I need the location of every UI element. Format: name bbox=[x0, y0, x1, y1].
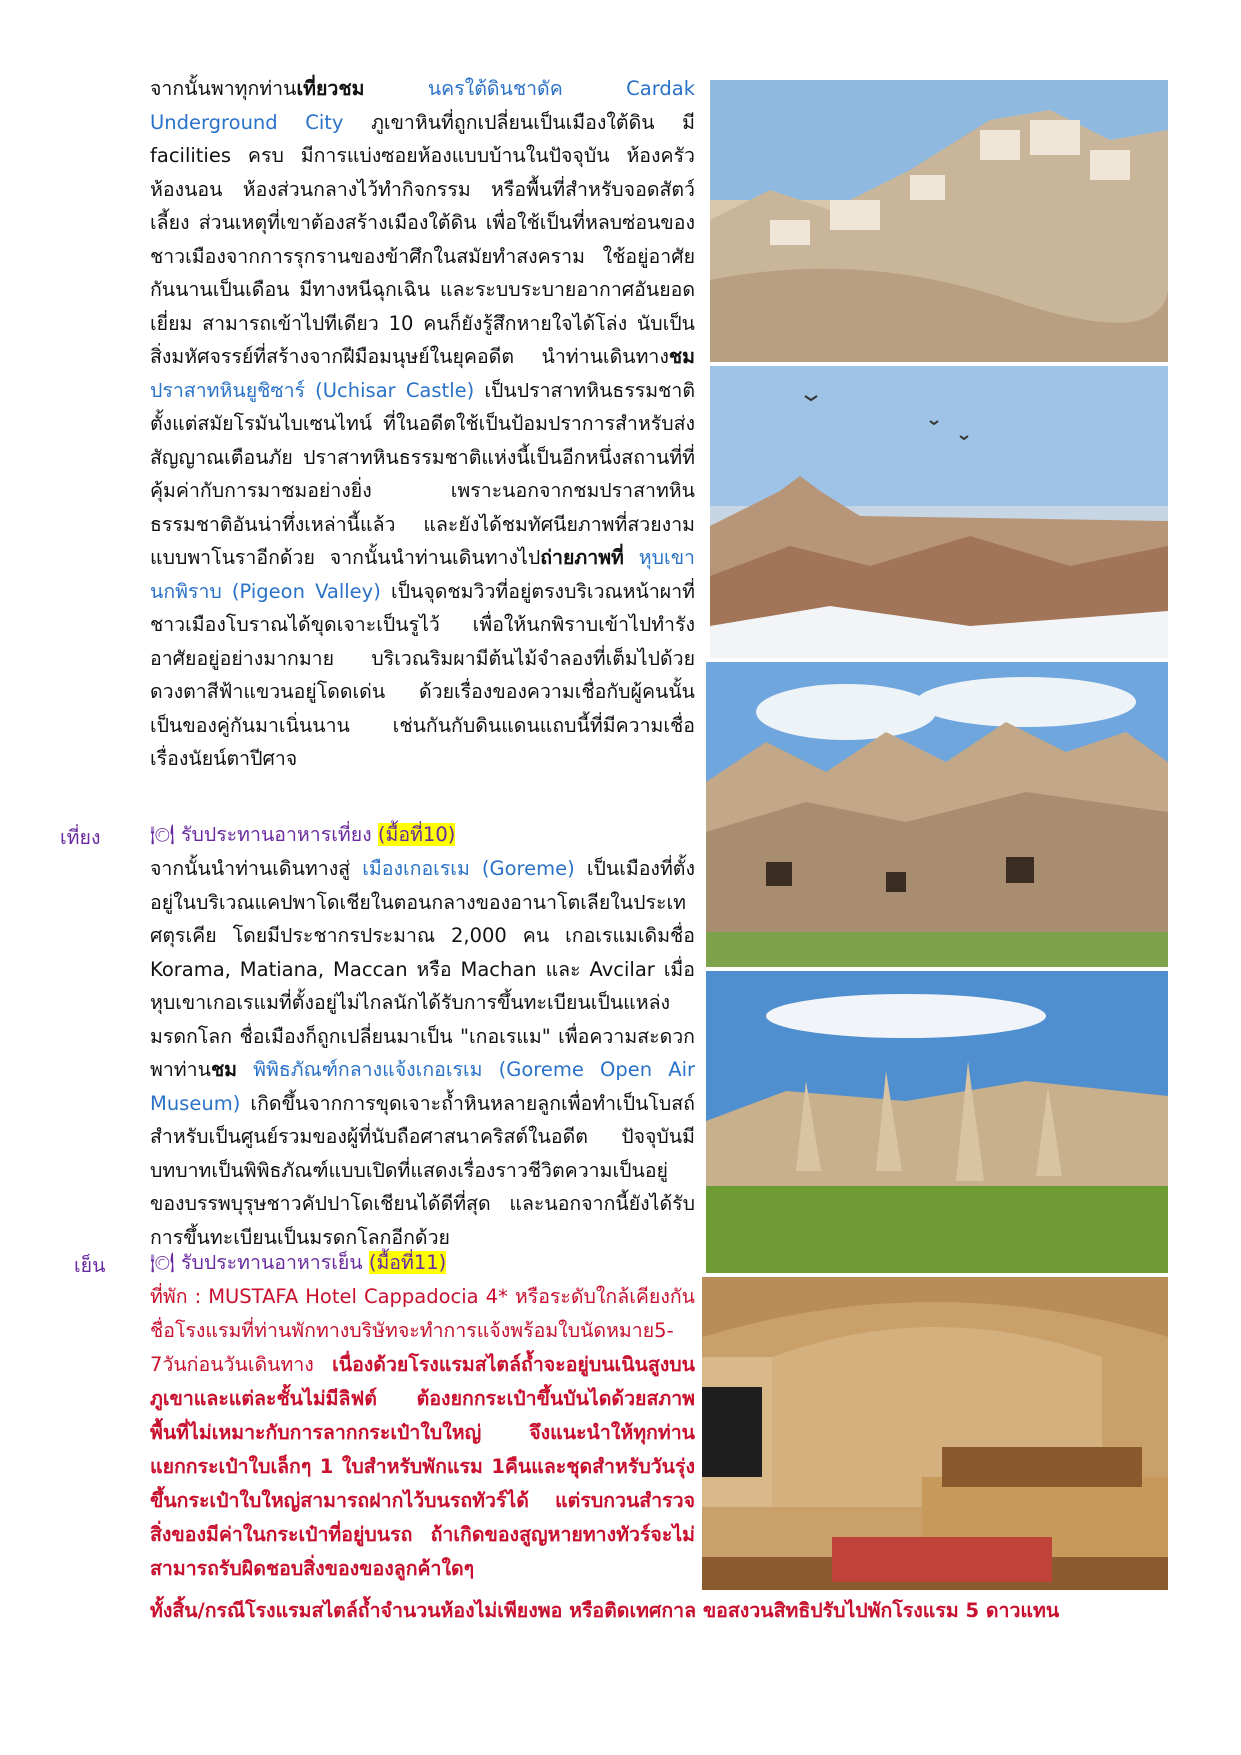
lunch-line: 🍽 รับประทานอาหารเที่ยง (มื้อที่10) bbox=[150, 823, 456, 846]
hotel-note: ทั้งสิ้น/กรณีโรงแรมสไตล์ถ้ำจำนวนห้องไม่เพียงพอ หรือติดเทศกาล ขอสงวนสิทธิปรับไปพักโรงแรม 5 ดาวแทน bbox=[150, 1599, 1060, 1622]
photo-fairy-chimneys bbox=[706, 971, 1168, 1273]
photo-cave-town bbox=[710, 80, 1168, 362]
dinner-line: 🍽 รับประทานอาหารเย็น (มื้อที่11) bbox=[150, 1251, 447, 1274]
link-goreme: เมืองเกอเรเม (Goreme) bbox=[362, 857, 575, 880]
hotel-paragraph: ที่พัก : MUSTAFA Hotel Cappadocia 4* หรือระดับใกล้เคียงกัน ชื่อโรงแรมที่ท่านพักทางบริษัทจะทำการแจ้งพร้อมใบนัดหมาย5-7วันก่อนวันเดินทาง เนื่องด้วยโรงแรมสไตล์ถ้ำจะอยู่บนเนินสูงบนภูเขาและแต่ละชั้นไม่มีลิฟต์ ต้องยกกระเป๋าขึ้นบันไดด้วยสภาพพื้นที่ไม่เหมาะกับการลากกระเป๋าใบใหญ่ จึงแนะนำให้ทุกท่าน แยกกระเป๋าใบเล็กๆ 1 ใบสำหรับพักแรม 1คืนและชุดสำหรับวันรุ่งขึ้นกระเป๋าใบใหญ่สามารถฝากไว้บนรถทัวร์ได้ แต่รบกวนสำรวจสิ่งของมีค่าในกระเป๋าที่อยู่บนรถ ถ้าเกิดของสูญหายทางทัวร์จะไม่สามารถรับผิดชอบสิ่งของของลูกค้าใดๆ bbox=[150, 1285, 695, 1580]
link-cardak: นครใต้ดินชาดัค Cardak Underground City bbox=[150, 77, 695, 134]
link-pigeon-valley: หุบเขานกพิราบ (Pigeon Valley) bbox=[150, 546, 695, 603]
meal-number: (มื้อที่10) bbox=[377, 823, 456, 846]
dish-icon: 🍽 bbox=[150, 823, 175, 846]
paragraph-goreme: จากนั้นนำท่านเดินทางสู่ เมืองเกอเรเม (Goreme) เป็นเมืองที่ตั้งอยู่ในบริเวณแคปพาโดเชียในตอนกลางของอานาโตเลียในประเทศตุรเคีย โดยมีประชากรประมาณ 2,000 คน เกอเรแมเดิมชื่อ Korama, Matiana, Maccan หรือ Machan และ Avcilar เมื่อหุบเขาเกอเรแมที่ตั้งอยู่ไม่ไกลนักได้รับการขึ้นทะเบียนเป็นแหล่งมรดกโลก ชื่อเมืองก็ถูกเปลี่ยนมาเป็น "เกอเรแม" เพื่อความสะดวก พาท่านชม พิพิธภัณฑ์กลางแจ้งเกอเรเม (Goreme Open Air Museum) เกิดขึ้นจากการขุดเจาะถ้ำหินหลายลูกเพื่อทำเป็นโบสถ์สำหรับเป็นศูนย์รวมของผู้ที่นับถือศาสนาคริสต์ในอดีต ปัจจุบันมีบทบาทเป็นพิพิธภัณฑ์แบบเปิดที่แสดงเรื่องราวชีวิตความเป็นอยู่ของบรรพบุรุษชาวคัปปาโดเชียนได้ดีที่สุด และนอกจากนี้ยังได้รับการขึ้นทะเบียนเป็นมรดกโลกอีกด้วย bbox=[150, 857, 695, 1249]
link-uchisar: ปราสาทหินยูชิซาร์ (Uchisar Castle) bbox=[150, 378, 475, 402]
photo-uchisar bbox=[710, 366, 1168, 658]
paragraph-cardak: จากนั้นพาทุกท่านเที่ยวชม นครใต้ดินชาดัค Cardak Underground City ภูเขาหินที่ถูกเปลี่ยนเป็นเมืองใต้ดิน มี facilities ครบ มีการแบ่งซอยห้องแบบบ้านในปัจจุบัน ห้องครัว ห้องนอน ห้องส่วนกลางไว้ทำกิจกรรม หรือพื้นที่สำหรับจอดสัตว์เลี้ยง ส่วนเหตุที่เขาต้องสร้างเมืองใต้ดิน เพื่อใช้เป็นที่หลบซ่อนของชาวเมืองจากการรุกรานของข้าศึกในสมัยทำสงคราม ใช้อยู่อาศัยกันนานเป็นเดือน มีทางหนีฉุกเฉิน และระบบระบายอากาศอันยอดเยี่ยม สามารถเข้าไปทีเดียว 10 คนก็ยังรู้สึกหายใจได้โล่ง นับเป็นสิ่งมหัศจรรย์ที่สร้างจากฝีมือมนุษย์ในยุคอดีต นำท่านเดินทางชม ปราสาทหินยูชิซาร์ (Uchisar Castle) เป็นปราสาทหินธรรมชาติตั้งแต่สมัยโรมันไบเซนไทน์ ที่ในอดีตใช้เป็นป้อมปราการสำหรับส่งสัญญาณเตือนภัย ปราสาทหินธรรมชาติแห่งนี้เป็นอีกหนึ่งสถานที่ที่คุ้มค่ากับการมาชมอย่างยิ่ง เพราะนอกจากชมปราสาทหินธรรมชาติอันน่าทึ่งเหล่านี้แล้ว และยังได้ชมทัศนียภาพที่สวยงามแบบพาโนราอีกด้วย จากนั้นนำท่านเดินทางไปถ่ายภาพที่ หุบเขานกพิราบ (Pigeon Valley) เป็นจุดชมวิวที่อยู่ตรงบริเวณหน้าผาที่ชาวเมืองโบราณได้ขุดเจาะเป็นรูไว้ เพื่อให้นกพิราบเข้าไปทำรังอาศัยอยู่อย่างมากมาย บริเวณริมผามีต้นไม้จำลองที่เต็มไปด้วยดวงตาสีฟ้าแขวนอยู่โดดเด่น ด้วยเรื่องของความเชื่อกับผู้คนนั้นเป็นของคู่กันมาเนิ่นนาน เช่นกันกับดินแดนแถบนี้ที่มีความเชื่อเรื่องนัยน์ตาปีศาจ bbox=[150, 77, 695, 770]
dish-icon: 🍽 bbox=[150, 1251, 175, 1274]
link-open-air-museum: พิพิธภัณฑ์กลางแจ้งเกอเรเม (Goreme Open Air Museum) bbox=[150, 1058, 695, 1115]
dinner-label: เย็น bbox=[74, 1254, 106, 1277]
photo-hotel-room bbox=[702, 1277, 1168, 1590]
photo-goreme bbox=[706, 662, 1168, 967]
meal-number: (มื้อที่11) bbox=[368, 1251, 447, 1274]
lunch-label: เที่ยง bbox=[60, 826, 101, 849]
